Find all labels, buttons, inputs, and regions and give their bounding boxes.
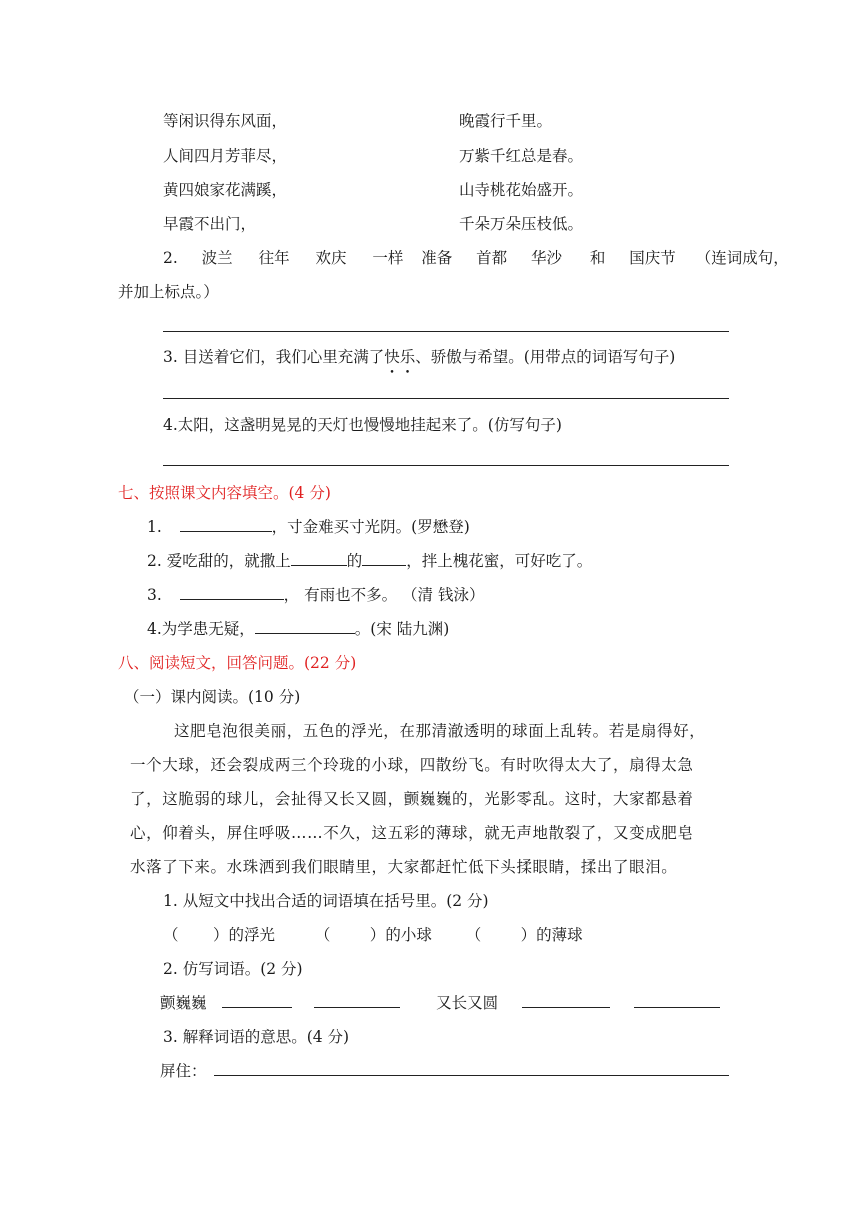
fill-blank[interactable] <box>180 516 272 532</box>
passage-line: 心，仰着头，屏住呼吸……不久，这五彩的薄球，就无声地散裂了，又变成肥皂 <box>130 824 694 842</box>
item-text: ， 有雨也不多。 （清 钱泳） <box>283 586 485 604</box>
q2-word: 和 <box>589 249 606 267</box>
item-text: ，拌上槐花蜜，可好吃了。 <box>406 552 593 570</box>
q2-word: 准备 <box>421 249 453 267</box>
q2-word: 往年 <box>258 249 290 267</box>
fill-blank[interactable] <box>314 992 400 1008</box>
q2-word-order <box>163 247 789 269</box>
passage-line: 这肥皂泡很美丽，五色的浮光，在那清澈透明的球面上乱转。若是扇得好， <box>174 722 706 740</box>
fill-blank[interactable] <box>291 550 347 566</box>
section8-subtitle: （一）课内阅读。(10 分) <box>124 688 301 706</box>
q3-answer-line[interactable] <box>163 398 729 399</box>
poem-right-2: 万紫千红总是春。 <box>459 147 584 165</box>
poem-right-1: 晚霞行千里。 <box>459 112 553 130</box>
fill-blank[interactable] <box>362 550 406 566</box>
section8-title: 八、阅读短文，回答问题。(22 分) <box>118 654 357 672</box>
q2-word: 国庆节 <box>629 249 676 267</box>
poem-left-2: 人间四月芳菲尽， <box>163 147 288 165</box>
q4-question: 4.太阳，这盏明晃晃的天灯也慢慢地挂起来了。(仿写句子) <box>163 416 562 434</box>
q2-word: 华沙 <box>531 249 563 267</box>
q4-answer-line[interactable] <box>163 465 729 466</box>
q3-dotted-char: 快 <box>384 348 400 366</box>
item-text: 2. 爱吃甜的，就撒上 <box>147 552 291 570</box>
fill-blank[interactable] <box>255 618 355 634</box>
q2-word: 波兰 <box>201 249 233 267</box>
reading-q3: 3. 解释词语的意思。(4 分) <box>163 1028 350 1046</box>
q2-instruction: （连词成句， <box>695 249 789 267</box>
fill-blank[interactable] <box>222 992 292 1008</box>
reading-q2-blanks <box>160 992 720 1014</box>
item-text: ，寸金难买寸光阴。(罗懋登) <box>271 518 470 536</box>
section7-title: 七、按照课文内容填空。(4 分) <box>118 484 331 502</box>
fill-blank[interactable] <box>634 992 720 1008</box>
q3-text-post: 、骄傲与希望。(用带点的词语写句子) <box>415 348 676 366</box>
q3-dotted-char: 乐 <box>399 348 416 366</box>
q2-instruction-cont: 并加上标点。） <box>118 283 219 301</box>
reading-q3-term: 屏住： <box>160 1062 207 1080</box>
item-number: 1. <box>147 518 162 536</box>
poem-left-4: 早霞不出门， <box>163 215 257 233</box>
item-text: 4.为学患无疑， <box>147 620 255 638</box>
poem-right-4: 千朵万朵压枝低。 <box>459 215 584 233</box>
section7-item-2 <box>147 550 592 572</box>
item-number: 3. <box>147 586 162 604</box>
blank-paren[interactable]: （ ） <box>465 926 537 944</box>
passage-line: 水落了下来。水珠洒到我们眼睛里，大家都赶忙低下头揉眼睛，揉出了眼泪。 <box>130 858 678 876</box>
poem-left-1: 等闲识得东风面， <box>163 112 288 130</box>
reading-q1: 1. 从短文中找出合适的词语填在括号里。(2 分) <box>163 892 489 910</box>
poem-right-3: 山寺桃花始盛开。 <box>459 181 584 199</box>
q2-word: 首都 <box>476 249 508 267</box>
poem-left-3: 黄四娘家花满蹊， <box>163 181 288 199</box>
section7-item-3 <box>147 584 484 606</box>
q2-answer-line[interactable] <box>163 331 729 332</box>
q2-number: 2. <box>163 249 178 267</box>
q3-definition-line[interactable] <box>214 1075 729 1076</box>
reading-q1-blanks <box>163 924 583 946</box>
item-text: 。(宋 陆九渊) <box>354 620 450 638</box>
section7-item-1 <box>147 516 470 538</box>
model-word: 颤巍巍 <box>160 994 207 1012</box>
q3-text-pre: 3. 目送着它们，我们心里充满了 <box>163 348 385 366</box>
blank-paren[interactable]: （ ） <box>314 926 386 944</box>
fill-blank[interactable] <box>522 992 610 1008</box>
blank-label: 的小球 <box>385 926 432 944</box>
passage-line: 了，这脆弱的球儿，会扯得又长又圆，颤巍巍的，光影零乱。这时，大家都悬着 <box>130 790 694 808</box>
model-word: 又长又圆 <box>436 994 499 1012</box>
fill-blank[interactable] <box>180 584 284 600</box>
section7-item-4 <box>147 618 449 640</box>
q2-word: 欢庆 <box>315 249 347 267</box>
q2-word: 一样 <box>372 249 404 267</box>
blank-label: 的浮光 <box>228 926 276 944</box>
blank-paren[interactable]: （ ） <box>163 926 229 944</box>
reading-q2: 2. 仿写词语。(2 分) <box>163 960 303 978</box>
q3-question <box>163 346 675 368</box>
item-text: 的 <box>346 552 363 570</box>
passage-line: 一个大球，还会裂成两三个玲珑的小球，四散纷飞。有时吹得太大了，扇得太急 <box>130 756 694 774</box>
blank-label: 的薄球 <box>536 926 583 944</box>
